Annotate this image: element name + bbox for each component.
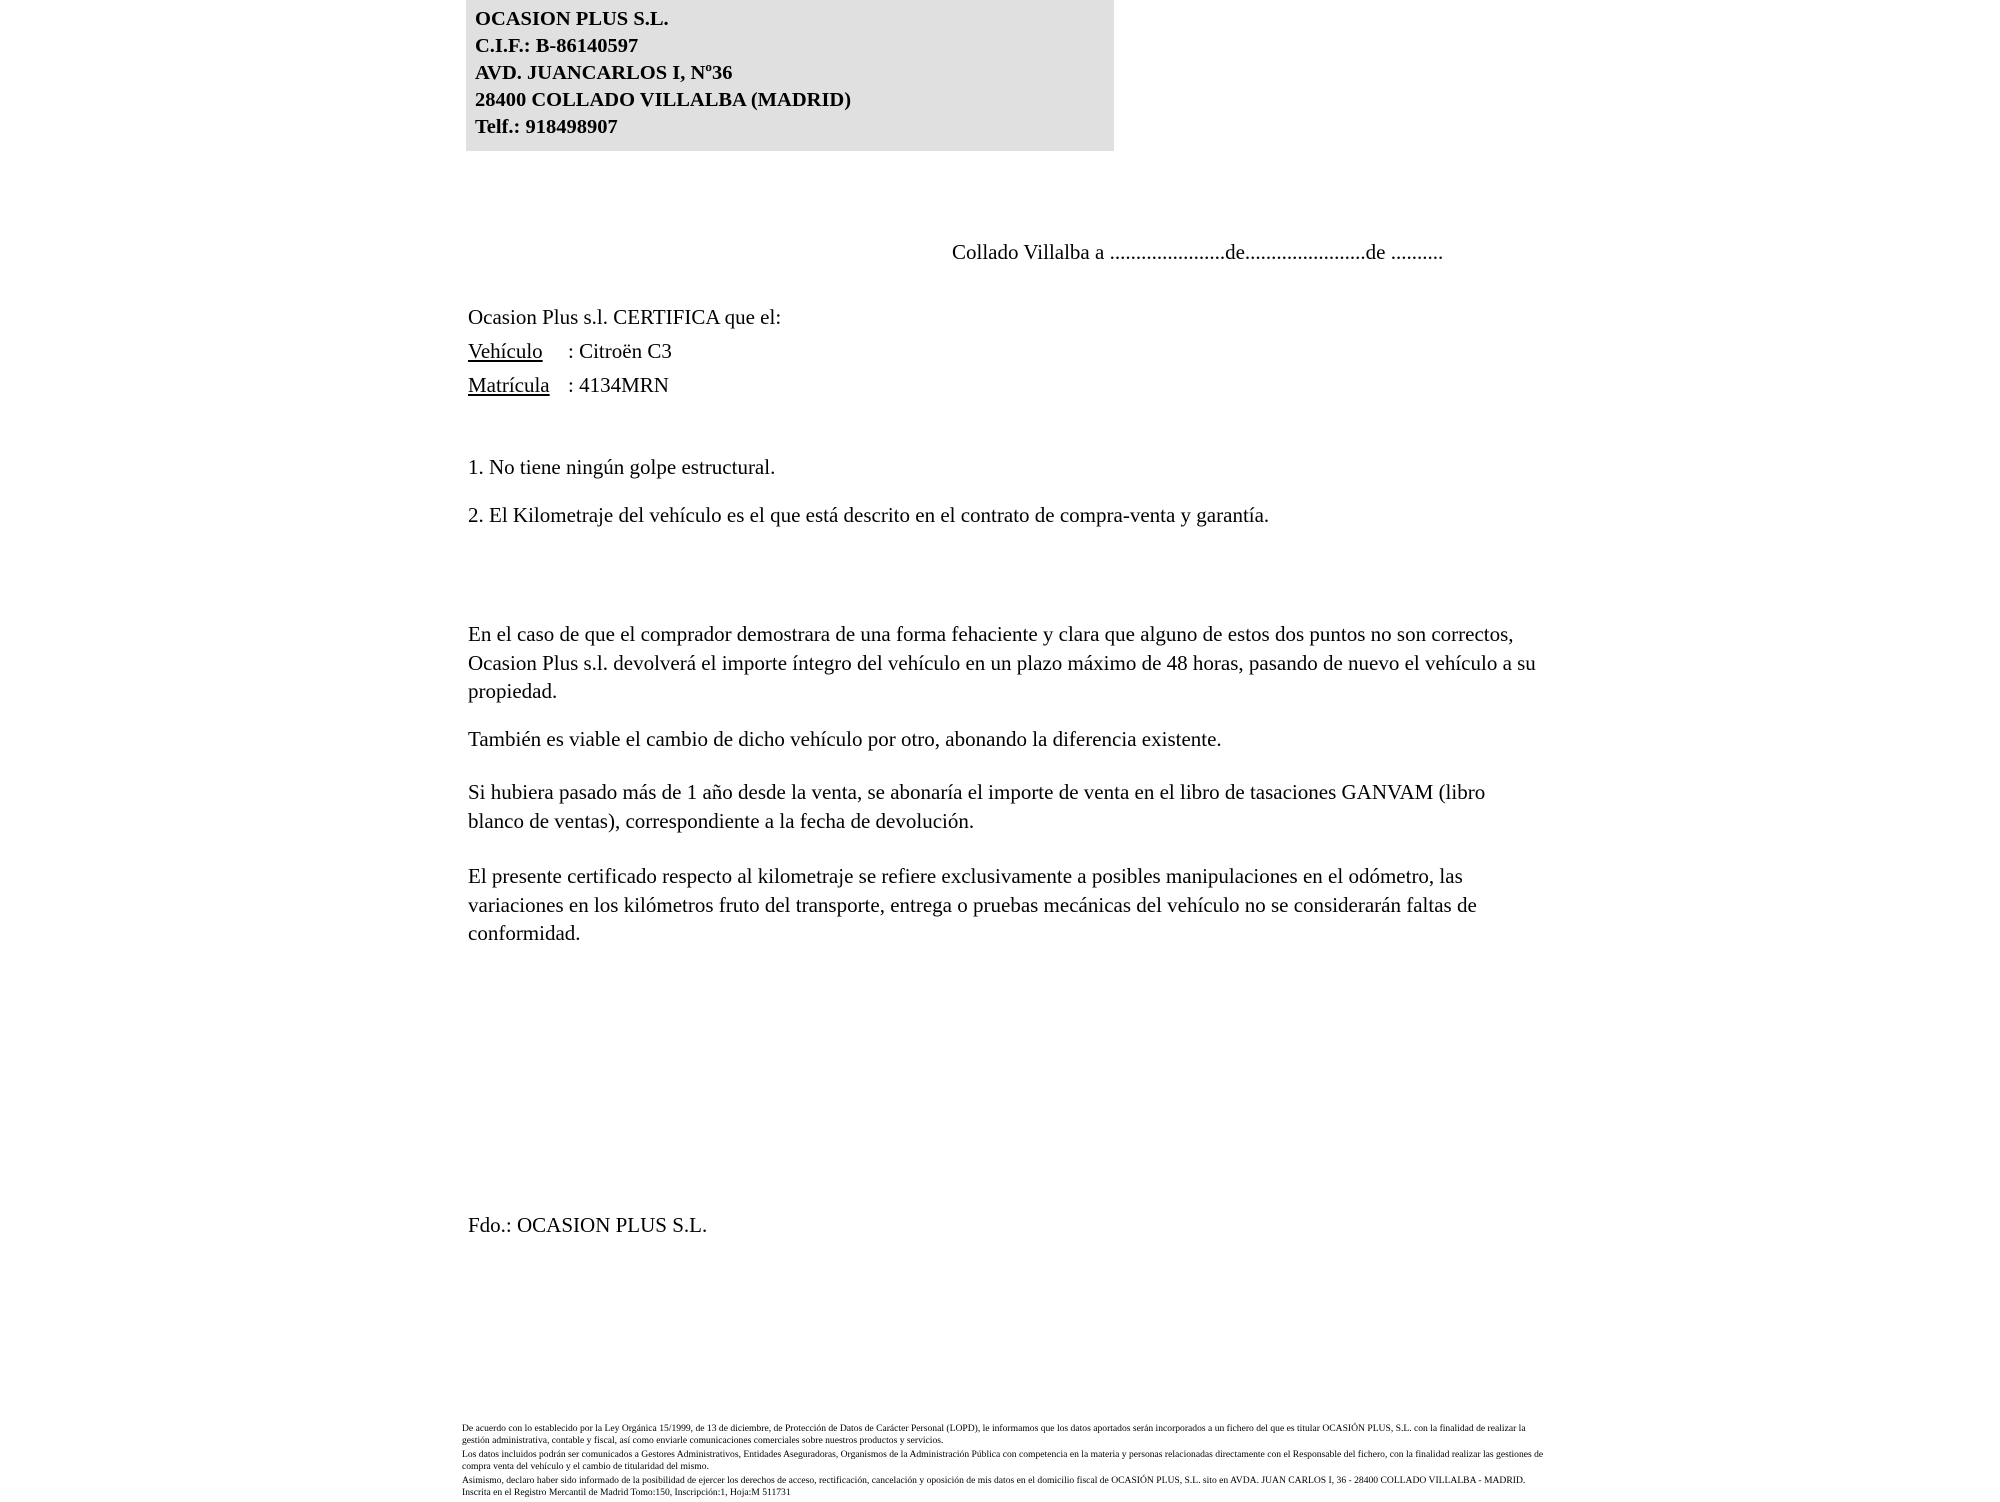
point-1: 1. No tiene ningún golpe estructural. bbox=[468, 455, 776, 479]
plate-row bbox=[468, 368, 781, 402]
paragraph-odometer: El presente certificado respecto al kilometraje se refiere exclusivamente a posibles manipulaciones en el odómetro, las variaciones en los kilómetros fruto del transporte, entrega o pruebas mecánicas del vehículo no se considerarán faltas de conformidad. bbox=[468, 864, 1477, 945]
plate-value: : 4134MRN bbox=[568, 373, 669, 397]
legal-paragraph-1: De acuerdo con lo establecido por la Ley Orgánica 15/1999, de 13 de diciembre, de Protección de Datos de Carácter Personal (LOPD), le informamos que los datos aportados serán incorporados a un fichero del que es titular OCASIÓN PLUS, S.L. con la finalidad de realizar la gestión administrativa, contable y fiscal, así como enviarle comunicaciones comerciales sobre nuestros productos y servicios. bbox=[462, 1423, 1526, 1446]
plate-label: Matrícula bbox=[468, 373, 550, 397]
company-phone: Telf.: 918498907 bbox=[475, 116, 618, 138]
paragraph-exchange: También es viable el cambio de dicho vehículo por otro, abonando la diferencia existente. bbox=[468, 727, 1222, 751]
vehicle-row bbox=[468, 334, 781, 368]
legal-paragraph-3: Asimismo, declaro haber sido informado de la posibilidad de ejercer los derechos de acceso, rectificación, cancelación y oposición de mis datos en el domicilio fiscal de OCASIÓN PLUS, S.L. sito en AVDA. JUAN CARLOS I, 36 - 28400 COLLADO VILLALBA - MADRID. Inscrita en el Registro Mercantil de Madrid Tomo:150, Inscripción:1, Hoja:M 511731 bbox=[462, 1475, 1526, 1498]
date-line: Collado Villalba a ......................de.......................de .......... bbox=[952, 240, 1444, 264]
paragraph-ganvam: Si hubiera pasado más de 1 año desde la venta, se abonaría el importe de venta en el libro de tasaciones GANVAM (libro blanco de ventas), correspondiente a la fecha de devolución. bbox=[468, 780, 1486, 833]
certification-block bbox=[468, 300, 781, 402]
company-name: OCASION PLUS S.L. bbox=[475, 8, 669, 30]
legal-footer bbox=[462, 1423, 1552, 1502]
point-2: 2. El Kilometraje del vehículo es el que está descrito en el contrato de compra-venta y garantía. bbox=[468, 503, 1270, 527]
signature-line: Fdo.: OCASION PLUS S.L. bbox=[468, 1213, 708, 1237]
company-address-street: AVD. JUANCARLOS I, Nº36 bbox=[475, 62, 733, 84]
paragraph-refund: En el caso de que el comprador demostrara de una forma fehaciente y clara que alguno de estos dos puntos no son correctos, Ocasion Plus s.l. devolverá el importe íntegro del vehículo en un plazo máximo de 48 horas, pasando de nuevo el vehículo a su propiedad. bbox=[468, 622, 1536, 703]
vehicle-label: Vehículo bbox=[468, 339, 543, 363]
vehicle-value: : Citroën C3 bbox=[568, 339, 672, 363]
legal-paragraph-2: Los datos incluidos podrán ser comunicados a Gestores Administrativos, Entidades Aseguradoras, Organismos de la Administración Pública con competencia en la materia y personas relacionadas directamente con el Responsable del fichero, con la finalidad realizar las gestiones de compra venta del vehículo y el cambio de titularidad del mismo. bbox=[462, 1449, 1544, 1472]
certification-intro: Ocasion Plus s.l. CERTIFICA que el: bbox=[468, 305, 782, 329]
letterhead-block bbox=[466, 0, 1114, 151]
company-address-city: 28400 COLLADO VILLALBA (MADRID) bbox=[475, 89, 852, 111]
company-cif: C.I.F.: B-86140597 bbox=[475, 35, 639, 57]
